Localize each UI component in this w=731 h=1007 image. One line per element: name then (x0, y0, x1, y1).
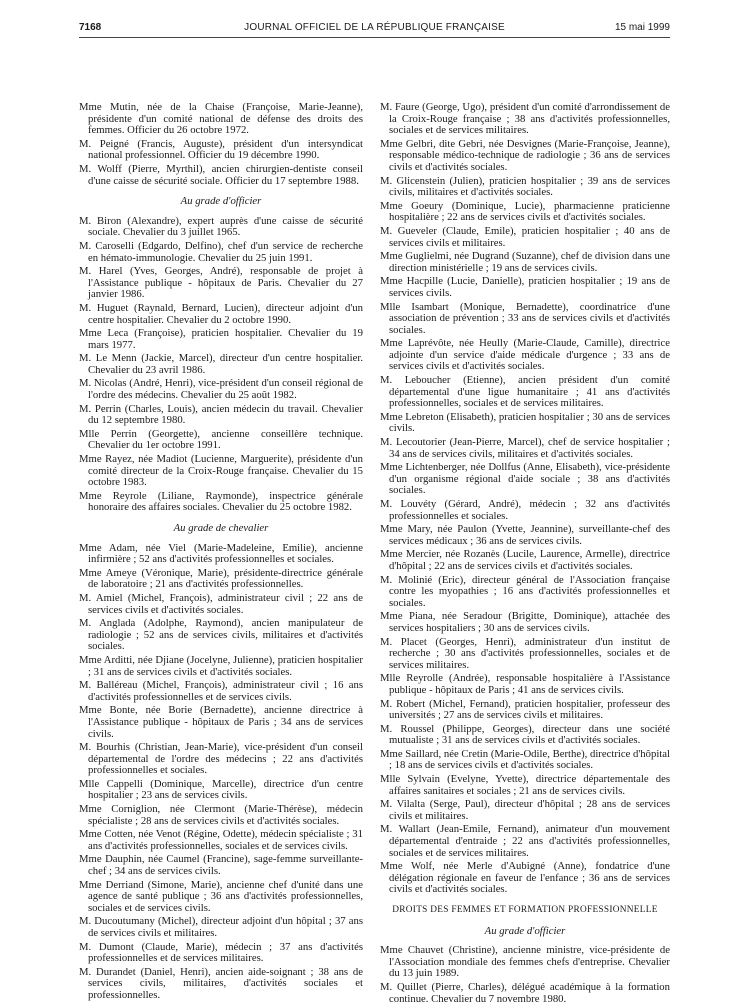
list-item: M. Louvéty (Gérard, André), médecin ; 32 ans d'activités professionnelles et sociales. (380, 498, 670, 522)
list-item: Mme Chauvet (Christine), ancienne ministre, vice-présidente de l'Association mondiale des femmes chefs d'entreprise. Chevalier du 13 juin 1989. (380, 944, 670, 980)
list-item: Mme Saillard, née Cretin (Marie-Odile, Berthe), directrice d'hôpital ; 18 ans de services civils et d'activités sociales. (380, 747, 670, 772)
list-item: Mme Guglielmi, née Dugrand (Suzanne), chef de division dans une direction ministérielle ; 19 ans de services civils. (380, 250, 670, 274)
list-item: Mme Derriand (Simone, Marie), ancienne chef d'unité dans une agence de santé publique ; 36 ans d'activités professionnelles, sociales et de services civils. (79, 878, 363, 914)
list-item: M. Glicenstein (Julien), praticien hospitalier ; 39 ans de services civils, militaires et d'activités sociales. (380, 174, 670, 199)
list-item: M. Wolff (Pierre, Myrthil), ancien chirurgien-dentiste conseil d'une caisse de sécurité sociale. Officier du 17 septembre 1988. (79, 162, 363, 187)
header-rule (79, 37, 670, 38)
list-item: Mlle Reyrolle (Andrée), responsable hospitalière à l'Assistance publique - hôpitaux de Paris ; 41 ans de services civils. (380, 672, 670, 696)
list-item: Mme Bonte, née Borie (Bernadette), ancienne directrice à l'Assistance publique - hôpitaux de Paris ; 34 ans de services civils. (79, 704, 363, 740)
entries-chevalier (79, 543, 363, 1002)
list-item: Mlle Cappelli (Dominique, Marcelle), directrice d'un centre hospitalier ; 23 ans de services civils. (79, 777, 363, 802)
list-item: Mme Corniglion, née Clermont (Marie-Thérèse), médecin spécialiste ; 28 ans de services civils et d'activités sociales. (79, 803, 363, 827)
list-item: Mme Mutin, née de la Chaise (Françoise, Marie-Jeanne), présidente d'un comité national de défense des droits des femmes. Officier du 26 octobre 1972. (79, 101, 363, 137)
list-item: Mlle Isambart (Monique, Bernadette), coordinatrice d'une association de prévention ; 33 ans de services civils et d'activités sociales. (380, 300, 670, 336)
list-item: M. Harel (Yves, Georges, André), responsable de projet à l'Assistance publique - hôpitaux de Paris. Chevalier du 27 janvier 1986. (79, 265, 363, 301)
list-item: Mme Lebreton (Elisabeth), praticien hospitalier ; 30 ans de services civils. (380, 410, 670, 435)
list-item: M. Anglada (Adolphe, Raymond), ancien manipulateur de radiologie ; 52 ans de services civils, militaires et d'activités sociales. (79, 617, 363, 653)
list-item: M. Leboucher (Etienne), ancien président d'un comité départemental d'une ligue humanitaire ; 41 ans d'activités professionnelles, sociales et de services militaires. (380, 374, 670, 410)
list-item: M. Quillet (Pierre, Charles), délégué académique à la formation continue. Chevalier du 7 novembre 1980. (380, 980, 670, 1005)
list-item: M. Biron (Alexandre), expert auprès d'une caisse de sécurité sociale. Chevalier du 3 juillet 1965. (79, 214, 363, 239)
list-item: M. Durandet (Daniel, Henri), ancien aide-soignant ; 38 ans de services civils, militaires, d'activités sociales et professionnelles. (79, 965, 363, 1001)
list-item: Mlle Perrin (Georgette), ancienne conseillère technique. Chevalier du 1er octobre 1991. (79, 427, 363, 452)
list-item: Mme Mary, née Paulon (Yvette, Jeannine), surveillante-chef des services médicaux ; 36 ans de services civils. (380, 523, 670, 547)
list-item: M. Le Menn (Jackie, Marcel), directeur d'un centre hospitalier. Chevalier du 23 avril 1986. (79, 352, 363, 376)
entries-chevalier-continued (380, 102, 670, 896)
list-item: Mme Piana, née Seradour (Brigitte, Dominique), attachée des services hospitaliers ; 30 ans de services civils. (380, 610, 670, 634)
list-item: M. Perrin (Charles, Louis), ancien médecin du travail. Chevalier du 12 septembre 1980. (79, 402, 363, 427)
right-column (380, 102, 670, 1007)
list-item: M. Lecoutorier (Jean-Pierre, Marcel), chef de service hospitalier ; 34 ans de services civils, militaires et d'activités sociales. (380, 436, 670, 460)
grade-heading-chevalier: Au grade de chevalier (173, 522, 269, 534)
list-item: M. Caroselli (Edgardo, Delfino), chef d'un service de recherche en hémato-immunologie. Chevalier du 25 juin 1991. (79, 239, 363, 264)
list-item: Mme Ameye (Véronique, Marie), présidente-directrice générale de laboratoire ; 21 ans d'activités professionnelles. (79, 566, 363, 591)
list-item: Mme Reyrole (Liliane, Raymonde), inspectrice générale honoraire des affaires sociales. Chevalier du 25 octobre 1982. (79, 489, 363, 514)
list-item: M. Gueveler (Claude, Emile), praticien hospitalier ; 40 ans de services civils et militaires. (380, 224, 670, 249)
list-item: M. Robert (Michel, Fernand), praticien hospitalier, professeur des universités ; 27 ans de services civils et militaires. (380, 697, 670, 722)
list-item: M. Molinié (Eric), directeur général de l'Association française contre les myopathies ; 16 ans d'activités professionnelles et sociales. (380, 573, 670, 609)
list-item: M. Nicolas (André, Henri), vice-président d'un conseil régional de l'ordre des médecins. Chevalier du 25 août 1982. (79, 377, 363, 402)
publication-date: 15 mai 1999 (614, 22, 670, 33)
list-item: Mme Leca (Françoise), praticien hospitalier. Chevalier du 19 mars 1977. (79, 327, 363, 351)
page-header (79, 22, 670, 36)
list-item: M. Huguet (Raynald, Bernard, Lucien), directeur adjoint d'un centre hospitalier. Chevalier du 2 octobre 1990. (79, 301, 363, 326)
list-item: M. Dumont (Claude, Marie), médecin ; 37 ans d'activités professionnelles et de services militaires. (79, 940, 363, 965)
list-item: M. Faure (George, Ugo), président d'un comité d'arrondissement de la Croix-Rouge française ; 38 ans d'activités professionnelles, sociales et de services militaires. (380, 101, 670, 137)
list-item: Mme Lichtenberger, née Dollfus (Anne, Elisabeth), vice-présidente d'un organisme régional d'aide sociale ; 38 ans d'activités sociales. (380, 461, 670, 497)
list-item: Mme Goeury (Dominique, Lucie), pharmacienne praticienne hospitalière ; 22 ans de services civils et d'activités sociales. (380, 199, 670, 224)
list-item: Mme Mercier, née Rozanès (Lucile, Laurence, Armelle), directrice d'hôpital ; 22 ans de services civils et d'activités sociales. (380, 548, 670, 572)
entries-officier (79, 216, 363, 514)
entries-top (79, 102, 363, 187)
list-item: M. Peigné (Francis, Auguste), président d'un intersyndicat national professionnel. Officier du 19 décembre 1990. (79, 137, 363, 162)
list-item: Mme Cotten, née Venot (Régine, Odette), médecin spécialiste ; 31 ans d'activités professionnelles, sociales et de services civils. (79, 828, 363, 852)
grade-heading-officier: Au grade d'officier (180, 195, 262, 208)
list-item: M. Ducoutumany (Michel), directeur adjoint d'un hôpital ; 37 ans de services civils et militaires. (79, 915, 363, 939)
list-item: Mme Dauphin, née Caumel (Francine), sage-femme surveillante-chef ; 34 ans de services civils. (79, 853, 363, 878)
list-item: M. Amiel (Michel, François), administrateur civil ; 22 ans de services civils et d'activités sociales. (79, 591, 363, 616)
list-item: Mme Hacpille (Lucie, Danielle), praticien hospitalier ; 19 ans de services civils. (380, 275, 670, 299)
list-item: M. Roussel (Philippe, Georges), directeur dans une société mutualiste ; 31 ans de services civils et d'activités sociales. (380, 722, 670, 747)
section-title: DROITS DES FEMMES ET FORMATION PROFESSIONNELLE (392, 905, 658, 915)
left-column (79, 102, 363, 1004)
page-number: 7168 (79, 22, 102, 33)
list-item: Mlle Sylvain (Evelyne, Yvette), directrice départementale des affaires sanitaires et sociales ; 21 ans de services civils. (380, 773, 670, 797)
list-item: Mme Laprévôte, née Heully (Marie-Claude, Camille), directrice adjointe d'un service d'aide médicale d'urgence ; 33 ans de services civils et d'activités sociales. (380, 337, 670, 373)
list-item: M. Wallart (Jean-Emile, Fernand), animateur d'un mouvement départemental d'entraide ; 22 ans d'activités professionnelles, sociales et de services militaires. (380, 823, 670, 859)
list-item: M. Balléreau (Michel, François), administrateur civil ; 16 ans d'activités professionnelles et de services civils. (79, 679, 363, 703)
list-item: Mme Adam, née Viel (Marie-Madeleine, Emilie), ancienne infirmière ; 52 ans d'activités professionnelles et sociales. (79, 541, 363, 566)
list-item: M. Bourhis (Christian, Jean-Marie), vice-président d'un conseil départemental de l'ordre des médecins ; 22 ans d'activités professionnelles et sociales. (79, 741, 363, 777)
grade-heading-officier-droits: Au grade d'officier (484, 924, 566, 937)
journal-title: JOURNAL OFFICIEL DE LA RÉPUBLIQUE FRANÇAISE (244, 22, 505, 33)
entries-officier-droits (380, 945, 670, 1005)
list-item: Mme Wolf, née Merle d'Aubigné (Anne), fondatrice d'une délégation régionale en faveur de l'enfance ; 36 ans de services civils et d'activités sociales. (380, 860, 670, 896)
list-item: Mme Rayez, née Madiot (Lucienne, Marguerite), présidente d'un comité directeur de la Croix-Rouge française. Chevalier du 15 octobre 1983. (79, 453, 363, 489)
list-item: M. Placet (Georges, Henri), administrateur d'un institut de recherche ; 30 ans d'activités professionnelles, sociales et de services militaires. (380, 635, 670, 671)
list-item: Mme Gelbri, dite Gebri, née Desvignes (Marie-Françoise, Jeanne), responsable médico-technique de radiologie ; 36 ans de services civils et d'activités sociales. (380, 137, 670, 173)
list-item: Mme Arditti, née Djiane (Jocelyne, Julienne), praticien hospitalier ; 31 ans de services civils et d'activités sociales. (79, 653, 363, 678)
list-item: M. Vilalta (Serge, Paul), directeur d'hôpital ; 28 ans de services civils et militaires. (380, 798, 670, 822)
